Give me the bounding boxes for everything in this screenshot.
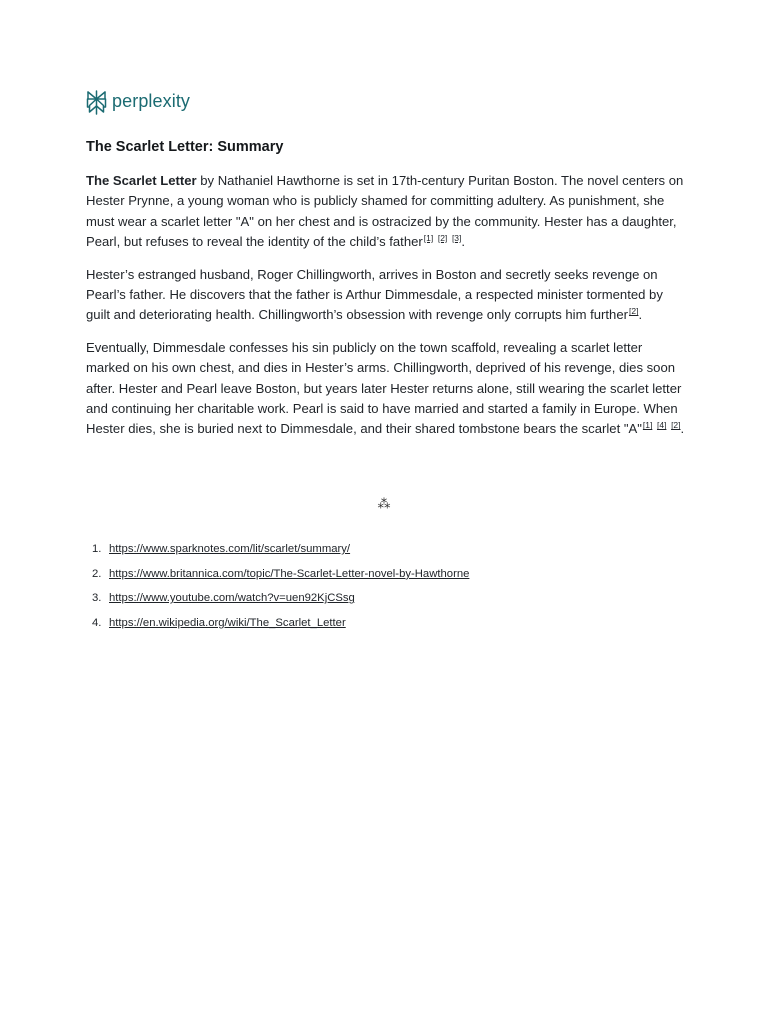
section-divider: ⁂ <box>377 497 391 512</box>
paragraph-end: . <box>461 233 466 249</box>
citation-link[interactable]: [4] <box>656 420 667 431</box>
brand-logo <box>86 89 190 115</box>
citation-link[interactable]: [3] <box>451 232 462 243</box>
reference-item <box>92 537 469 562</box>
paragraph-3 <box>86 338 686 439</box>
perplexity-logo-icon <box>86 90 107 115</box>
reference-number: 4. <box>92 616 102 629</box>
paragraph-text: by Nathaniel Hawthorne is set in 17th-century Puritan Boston. The novel centers on Hester Prynne, a young woman who is publicly shamed for committing adultery. As punishment, she must wear a scarlet letter "A" on her chest and is ostracized by the community. Hester has a daughter, Pearl, but refuses to reveal the identity of the child’s father <box>86 173 684 249</box>
reference-number: 2. <box>92 567 102 580</box>
reference-list <box>92 537 469 635</box>
reference-number: 1. <box>92 543 102 556</box>
citation-link[interactable]: [2] <box>628 306 639 317</box>
citation-link[interactable]: [1] <box>423 232 434 243</box>
paragraph-text: Hester’s estranged husband, Roger Chillingworth, arrives in Boston and secretly seeks revenge on Pearl’s father. He discovers that the father is Arthur Dimmesdale, a respected minister tormented by guilt and deteriorating health. Chillingworth’s obsession with revenge only corrupts him further <box>86 266 663 323</box>
paragraph-end: . <box>680 421 685 437</box>
paragraph-1 <box>86 171 686 252</box>
reference-link[interactable]: https://www.youtube.com/watch?v=uen92KjCSsg <box>109 592 355 605</box>
reference-number: 3. <box>92 592 102 605</box>
book-title-bold: The Scarlet Letter <box>86 173 197 188</box>
citation-link[interactable]: [2] <box>671 420 681 431</box>
reference-item <box>92 562 469 587</box>
paragraph-text: Eventually, Dimmesdale confesses his sin publicly on the town scaffold, revealing a scarlet letter marked on his own chest, and dies in Hester’s arms. Chillingworth, deprived of his revenge, dies soon after. Hester and Pearl leave Boston, but years later Hester returns alone, still wearing the scarlet letter and continuing her charitable work. Pearl is said to have married and started a family in Europe. When Hester dies, she is buried next to Dimmesdale, and their shared tombstone bears the scarlet "A" <box>86 340 682 437</box>
reference-link[interactable]: https://www.britannica.com/topic/The-Scarlet-Letter-novel-by-Hawthorne <box>109 567 470 580</box>
citation-link[interactable]: [2] <box>437 232 448 243</box>
summary-body <box>86 171 686 452</box>
paragraph-end: . <box>638 307 643 323</box>
paragraph-2 <box>86 265 686 326</box>
reference-link[interactable]: https://www.sparknotes.com/lit/scarlet/summary/ <box>109 543 351 556</box>
page-title: The Scarlet Letter: Summary <box>86 139 284 155</box>
reference-item <box>92 586 469 611</box>
reference-item <box>92 611 469 636</box>
citation-link[interactable]: [1] <box>642 420 653 431</box>
reference-link[interactable]: https://en.wikipedia.org/wiki/The_Scarlet_Letter <box>109 616 346 629</box>
brand-name: perplexity <box>112 90 191 111</box>
